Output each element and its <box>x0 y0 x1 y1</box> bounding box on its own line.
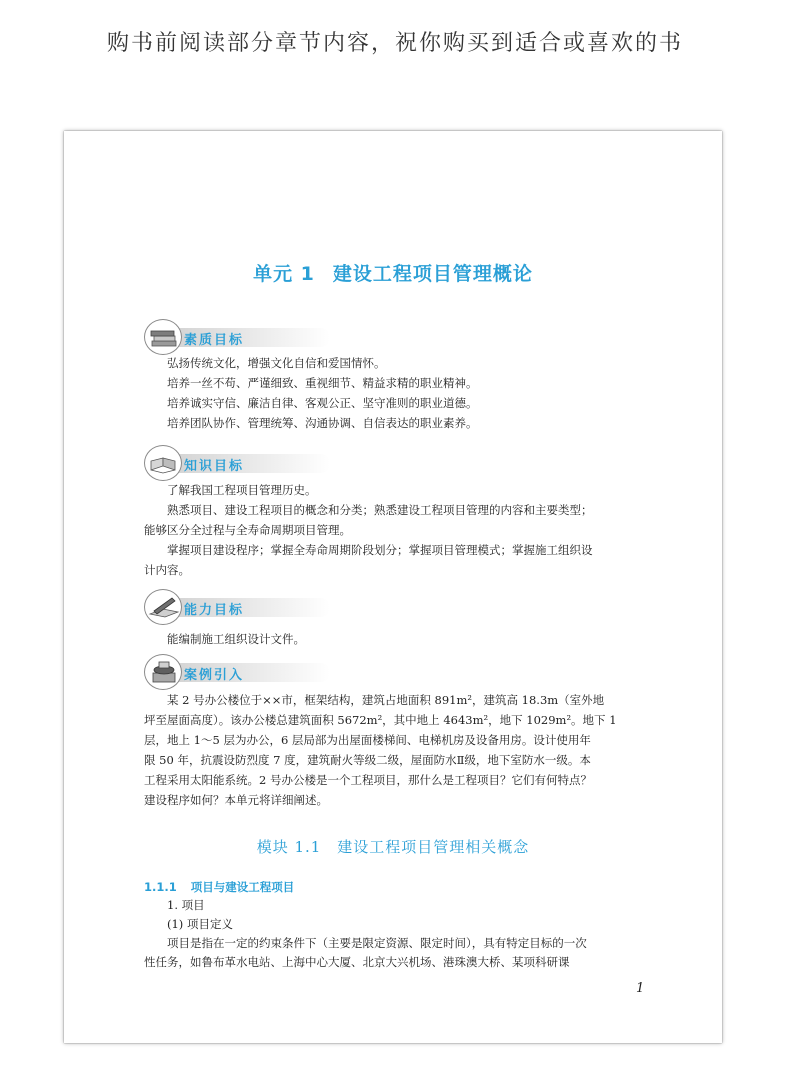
page-caption: 购书前阅读部分章节内容，祝你购买到适合或喜欢的书 <box>106 31 683 56</box>
page-number: 1 <box>636 981 645 996</box>
case-box-icon <box>144 654 182 690</box>
text-line: 项目是指在一定的约束条件下（主要是限定资源、限定时间），具有特定目标的一次 <box>167 936 587 950</box>
text-line: 层，地上 1～5 层为办公，6 层局部为出屋面楼梯间、电梯机房及设备用房。设计使用年 <box>144 733 591 747</box>
section-header-ability <box>144 593 334 621</box>
book-page <box>64 131 722 1043</box>
pencil-on-book-icon <box>144 589 182 625</box>
text-line: 弘扬传统文化，增强文化自信和爱国情怀。 <box>167 356 386 370</box>
module-title: 模块 1.1 建设工程项目管理相关概念 <box>256 838 530 856</box>
ability-goals-text <box>144 629 660 649</box>
open-book-icon <box>144 445 182 481</box>
text-line: 培养团队协作、管理统筹、沟通协调、自信表达的职业素养。 <box>167 416 478 430</box>
text-line: 熟悉项目、建设工程项目的概念和分类；熟悉建设工程项目管理的内容和主要类型； <box>167 503 593 517</box>
subsection-number: 1.1.1 <box>144 880 177 894</box>
subsection-heading <box>144 879 294 895</box>
text-line: 培养一丝不苟、严谨细致、重视细节、精益求精的职业精神。 <box>167 376 478 390</box>
section-title: 知识目标 <box>184 459 245 474</box>
body-text <box>144 896 660 972</box>
stacked-books-icon <box>144 319 182 355</box>
quality-goals-text <box>144 353 660 433</box>
case-intro-text <box>144 690 660 810</box>
text-line: 工程采用太阳能系统。2 号办公楼是一个工程项目，那什么是工程项目？它们有何特点？ <box>144 773 592 787</box>
text-line: 某 2 号办公楼位于××市，框架结构，建筑占地面积 891m²，建筑高 18.3m（室外地 <box>167 693 605 707</box>
section-title: 素质目标 <box>184 333 245 348</box>
unit-name: 建设工程项目管理概论 <box>332 263 533 285</box>
section-header-quality <box>144 323 334 351</box>
knowledge-goals-text <box>144 480 660 580</box>
text-line: 建设程序如何？本单元将详细阐述。 <box>144 793 328 807</box>
item-heading: 1. 项目 <box>167 898 205 912</box>
item-subheading: (1) 项目定义 <box>167 917 233 931</box>
section-title: 能力目标 <box>184 603 245 618</box>
text-line: 能编制施工组织设计文件。 <box>167 632 305 646</box>
unit-number: 单元 1 <box>253 263 315 285</box>
text-line: 性任务，如鲁布革水电站、上海中心大厦、北京大兴机场、港珠澳大桥、某项科研课 <box>144 955 570 969</box>
text-line: 了解我国工程项目管理历史。 <box>167 483 317 497</box>
subsection-title: 项目与建设工程项目 <box>190 880 295 894</box>
section-header-knowledge <box>144 449 334 477</box>
section-title: 案例引入 <box>184 668 245 683</box>
unit-title <box>64 259 722 286</box>
text-line: 能够区分全过程与全寿命周期项目管理。 <box>144 523 351 537</box>
section-header-case <box>144 658 334 686</box>
text-line: 掌握项目建设程序；掌握全寿命周期阶段划分；掌握项目管理模式；掌握施工组织设 <box>167 543 593 557</box>
text-line: 培养诚实守信、廉洁自律、客观公正、坚守准则的职业道德。 <box>167 396 478 410</box>
text-line: 限 50 年，抗震设防烈度 7 度，建筑耐火等级二级，屋面防水Ⅱ级，地下室防水一级。本 <box>144 753 591 767</box>
text-line: 坪至屋面高度）。该办公楼总建筑面积 5672m²，其中地上 4643m²，地下 1029m²。地下 1 <box>144 713 617 727</box>
text-line: 计内容。 <box>144 563 190 577</box>
